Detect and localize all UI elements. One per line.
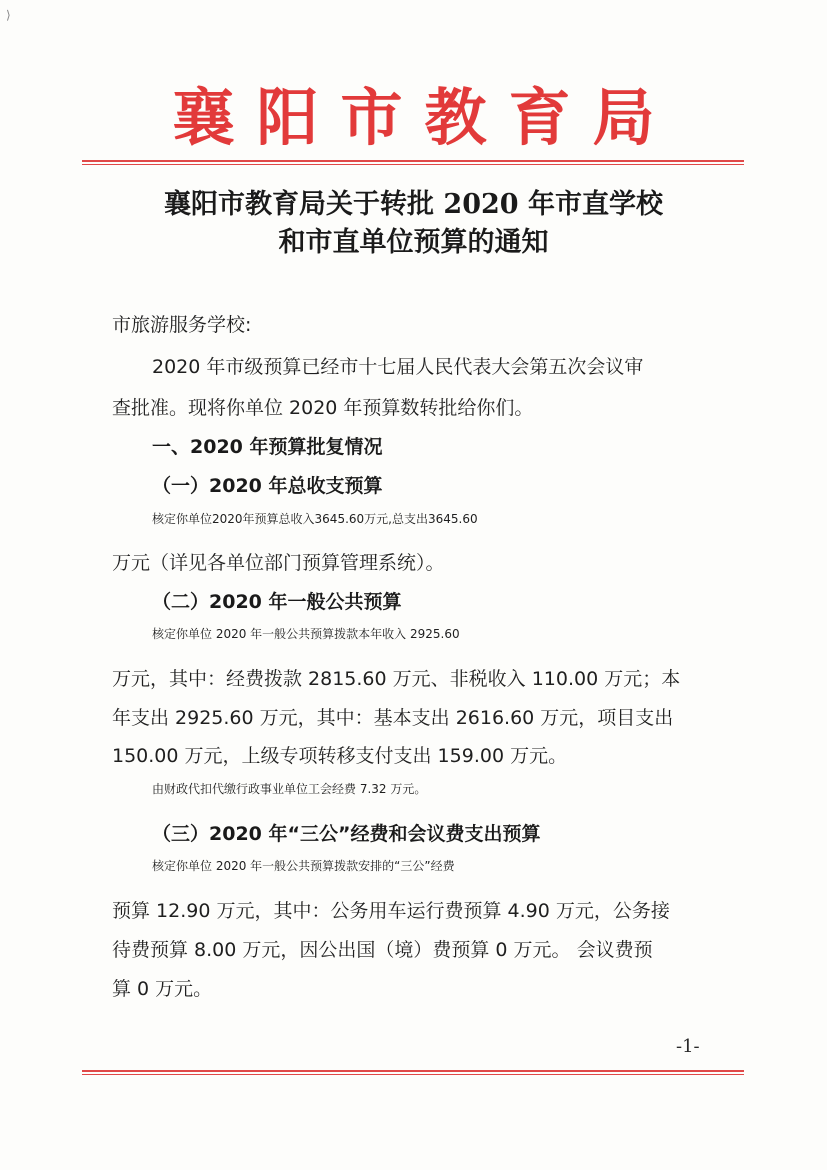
subsection-3-heading: （三）2020 年“三公”经费和会议费支出预算: [152, 823, 541, 845]
subsection-1-line-2: 万元（详见各单位部门预算管理系统）。: [112, 552, 445, 574]
footer-red-rule: [82, 1070, 744, 1075]
agency-header: 襄阳市教育局: [172, 81, 677, 154]
subsection-3-line-2: 预算 12.90 万元，其中：公务用车运行费预算 4.90 万元，公务接: [112, 900, 670, 922]
subsection-3-line-4: 算 0 万元。: [112, 978, 213, 1000]
header-red-rule: [82, 160, 744, 165]
subsection-1-heading: （一）2020 年总收支预算: [152, 475, 383, 497]
addressee: 市旅游服务学校:: [112, 314, 252, 336]
subsection-2-line-1: 核定你单位 2020 年一般公共预算拨款本年收入 2925.60: [152, 627, 460, 641]
subsection-1-line-1: 核定你单位2020年预算总收入3645.60万元,总支出3645.60: [152, 512, 478, 526]
section-1-heading: 一、2020 年预算批复情况: [152, 436, 383, 458]
subsection-2-line-3: 年支出 2925.60 万元，其中：基本支出 2616.60 万元，项目支出: [112, 707, 674, 729]
document-title-line-1: 襄阳市教育局关于转批 2020 年市直学校: [164, 189, 663, 220]
intro-line-2: 查批准。现将你单位 2020 年预算数转批给你们。: [112, 397, 534, 419]
subsection-3-line-3: 待费预算 8.00 万元，因公出国（境）费预算 0 万元。 会议费预: [112, 939, 653, 961]
page-number: -1-: [676, 1036, 700, 1057]
subsection-2-heading: （二）2020 年一般公共预算: [152, 591, 402, 613]
intro-line-1: 2020 年市级预算已经市十七届人民代表大会第五次会议审: [152, 356, 644, 378]
subsection-3-line-1: 核定你单位 2020 年一般公共预算拨款安排的“三公”经费: [152, 859, 455, 873]
scan-corner-mark: ⟩: [6, 8, 11, 22]
document-title-line-2: 和市直单位预算的通知: [278, 227, 549, 258]
subsection-2-line-2: 万元，其中：经费拨款 2815.60 万元、非税收入 110.00 万元；本: [112, 668, 681, 690]
subsection-2-line-5: 由财政代扣代缴行政事业单位工会经费 7.32 万元。: [152, 782, 427, 796]
subsection-2-line-4: 150.00 万元，上级专项转移支付支出 159.00 万元。: [112, 745, 568, 767]
